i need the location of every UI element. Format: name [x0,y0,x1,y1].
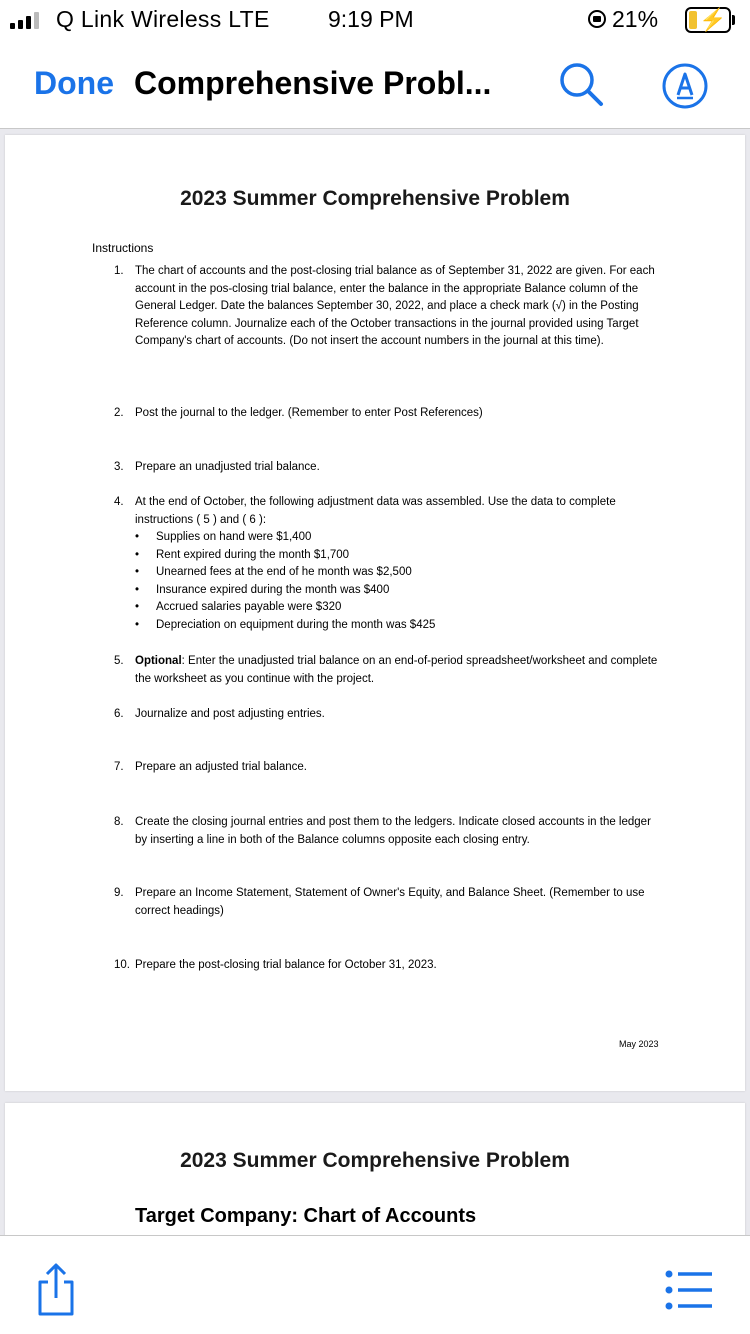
list-item: 2. Post the journal to the ledger. (Remember to enter Post References) [114,407,483,419]
nav-bar [0,55,750,115]
list-item: 1. The chart of accounts and the post-closing trial balance as of September 31, 2022 are given. For each account in the pos-closing trial balance, enter the balance in the appropriate Balance column of the General Ledger. Date the balances September 30, 2022, and place a check mark (√) in the Posting Reference column. Journalize each of the October transactions in the journal provided using Target Company's chart of accounts. (Do not insert the account numbers in the journal at this time). [114,265,655,347]
list-item: • Insurance expired during the month was $400 [135,582,662,600]
list-icon[interactable] [664,1268,716,1312]
done-button[interactable]: Done [34,65,114,101]
orientation-lock-icon [588,10,606,28]
battery-cap [732,15,735,25]
list-item: 9. Prepare an Income Statement, Statement of Owner's Equity, and Balance Sheet. (Remember to use correct headings) [114,887,645,917]
list-item: • Unearned fees at the end of he month was $2,500 [135,564,662,582]
battery-percent: 21% [612,6,659,32]
pdf-page-2 [5,1103,745,1235]
list-item: 8. Create the closing journal entries and post them to the ledgers. Indicate closed accounts in the ledger by inserting a line in both of the Balance columns opposite each closing entry. [114,816,651,846]
adjustment-list [135,529,662,634]
page-title: 2023 Summer Comprehensive Problem [180,187,570,210]
list-item: 7. Prepare an adjusted trial balance. [114,761,307,773]
status-bar [0,0,750,40]
page-title: 2023 Summer Comprehensive Problem [180,1149,570,1172]
clock: 9:19 PM [328,6,414,32]
list-item: • Depreciation on equipment during the month was $425 [135,617,662,635]
instructions-heading: Instructions [92,241,154,255]
share-icon[interactable] [34,1262,78,1318]
list-item: • Supplies on hand were $1,400 [135,529,662,547]
battery-level-fill [689,11,697,29]
markup-icon[interactable] [660,61,710,111]
battery-charging-icon: ⚡ [685,7,731,33]
list-item: 4. At the end of October, the following adjustment data was assembled. Use the data to complete instructions ( 5 ) and ( 6 ): • Supplies on hand were $1,400 • Rent expired during the month $1,700 • Unearned fees at the end of he month was $2,500 • Insurance expired during the month was $400 • Accrued salaries payable were $320 • Depreciation on equipment during the month was $425 [114,494,662,634]
list-item: 3. Prepare an unadjusted trial balance. [114,461,320,473]
list-item: 6. Journalize and post adjusting entries. [114,708,325,720]
document-title: Comprehensive Probl... [134,65,492,101]
list-item: 5. Optional: Enter the unadjusted trial balance on an end-of-period spreadsheet/worksheet and complete the worksheet as you continue with the project. [114,655,658,685]
document-viewer[interactable] [0,129,750,1235]
carrier-label: Q Link Wireless LTE [56,6,270,32]
list-item: 10. Prepare the post-closing trial balance for October 31, 2023. [114,959,437,971]
footer-date: May 2023 [619,1039,659,1049]
signal-icon [10,11,39,29]
toolbar-divider [0,1235,750,1236]
list-item: • Accrued salaries payable were $320 [135,599,662,617]
section-heading: Target Company: Chart of Accounts [135,1205,477,1227]
search-icon[interactable] [556,59,606,109]
pdf-page-1 [5,135,745,1091]
list-item: • Rent expired during the month $1,700 [135,547,662,565]
